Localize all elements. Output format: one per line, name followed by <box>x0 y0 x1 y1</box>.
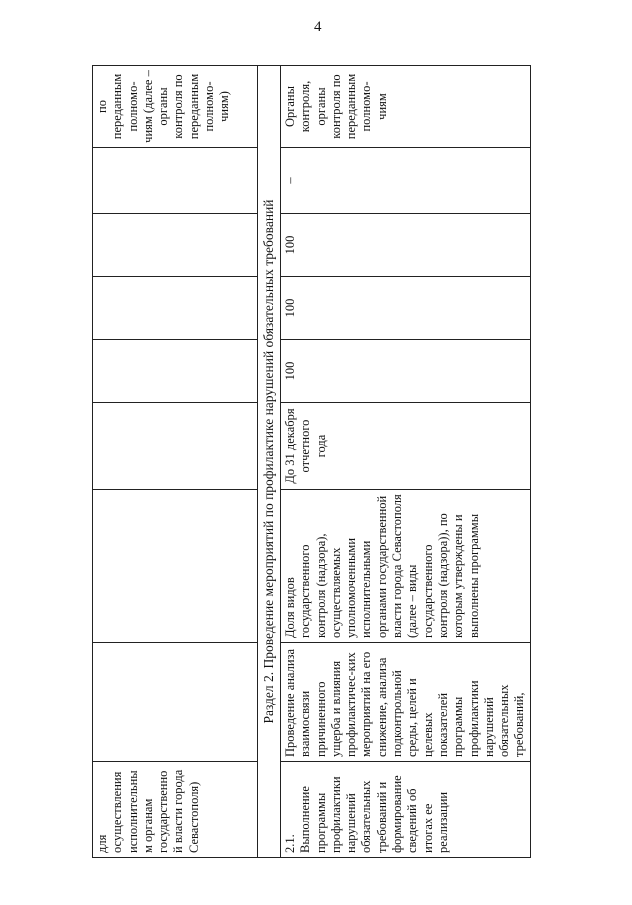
cell-value-2: 100 <box>281 277 531 340</box>
rotated-table-frame <box>92 66 530 858</box>
cell-deadline <box>93 403 258 490</box>
table-row-continuation <box>93 66 258 858</box>
cell-task: 2.1. Выполнение программы профилактики нарушений обязательных требований и формирование сведений об итогах ее реализации <box>281 762 531 858</box>
cell-value-1: 100 <box>281 340 531 403</box>
section-title: Раздел 2. Проведение мероприятий по профилактике нарушений обязательных требований <box>258 66 281 858</box>
cell-task: для осуществления исполнительным органам государственной власти города Севастополя) <box>93 762 258 858</box>
section-header-row <box>258 66 281 858</box>
table-row-2-1 <box>281 66 531 858</box>
page-number: 4 <box>314 19 322 35</box>
cell-deadline: До 31 декабря отчетного года <box>281 403 531 490</box>
program-table <box>92 65 531 858</box>
cell-value-1 <box>93 340 258 403</box>
cell-value-4 <box>93 148 258 214</box>
cell-value-4: – <box>281 148 531 214</box>
cell-value-3: 100 <box>281 214 531 277</box>
cell-measure <box>93 643 258 762</box>
cell-measure: Проведение анализа взаимосвязи причиненного ущерба и влияния профилактичес-ких мероприятий на его снижение, анализа подконтрольной среды, целей и целевых показателей программы профилактики нарушений обязательных требований, <box>281 643 531 762</box>
cell-value-2 <box>93 277 258 340</box>
cell-value-3 <box>93 214 258 277</box>
cell-indicator: Доля видов государственного контроля (надзора), осуществляемых уполномоченными исполнительными органами государственной власти города Севастополя (далее – виды государственного контроля (надзора)), по которым утверждены и выполнены программы <box>281 490 531 643</box>
cell-responsible: по переданным полномо-чиям (далее – органы контроля по переданным полномо-чиям) <box>93 66 258 148</box>
cell-responsible: Органы контроля, органы контроля по переданным полномо-чиям <box>281 66 531 148</box>
cell-indicator <box>93 490 258 643</box>
